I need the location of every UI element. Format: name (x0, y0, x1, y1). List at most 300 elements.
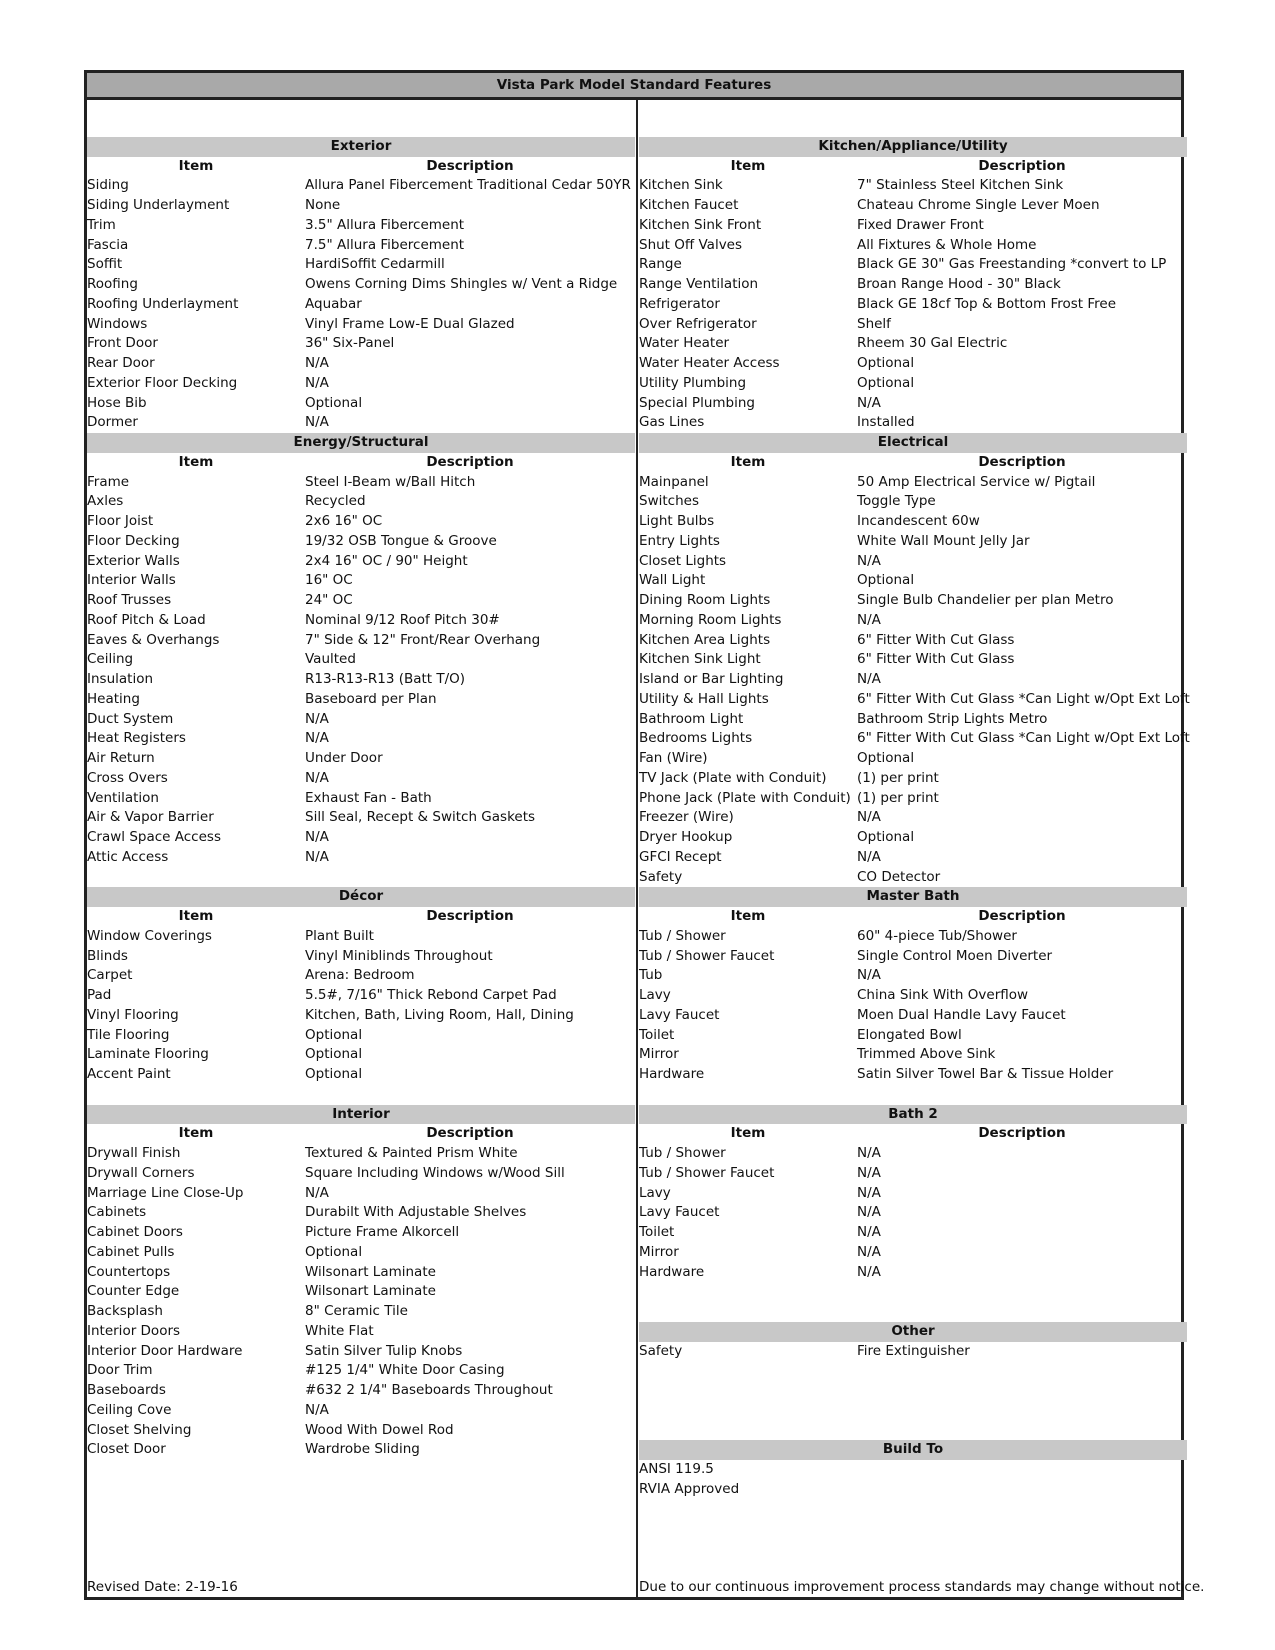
feature-item: Laminate Flooring (87, 1046, 209, 1063)
feature-item: Range (639, 256, 682, 273)
feature-description: N/A (857, 848, 881, 865)
description-column-header: Description (426, 908, 514, 924)
feature-item: Bedrooms Lights (639, 730, 753, 747)
feature-row (639, 374, 1187, 394)
feature-row (639, 670, 1187, 690)
description-column-header: Description (426, 453, 514, 470)
feature-description: Broan Range Hood - 30" Black (857, 276, 1061, 292)
feature-description: #632 2 1/4" Baseboards Throughout (305, 1382, 553, 1398)
feature-description: Black GE 18cf Top & Bottom Frost Free (857, 295, 1117, 312)
feature-description: N/A (305, 1401, 329, 1418)
feature-description: Optional (857, 374, 915, 391)
feature-item: Roofing Underlayment (87, 295, 239, 312)
feature-row (87, 1282, 635, 1302)
feature-description: Elongated Bowl (857, 1026, 962, 1043)
feature-row (639, 255, 1187, 275)
section-d-cor (87, 887, 635, 1085)
feature-item: Ventilation (87, 789, 159, 806)
feature-row (639, 196, 1187, 216)
feature-row (87, 473, 635, 493)
feature-description: N/A (305, 355, 329, 371)
feature-item: Tub (639, 967, 663, 984)
column-headers (639, 453, 1187, 473)
feature-item: Hose Bib (87, 394, 147, 411)
feature-description: N/A (857, 1224, 881, 1240)
feature-row (639, 295, 1187, 315)
feature-description: N/A (305, 769, 329, 786)
feature-item: Morning Room Lights (639, 611, 782, 628)
feature-item: Crawl Space Access (87, 829, 221, 845)
feature-item: Marriage Line Close-Up (87, 1184, 244, 1201)
feature-description: (1) per print (857, 769, 939, 786)
feature-description: 6" Fitter With Cut Glass *Can Light w/Opt Ext Loft (857, 730, 1190, 747)
feature-item: Drywall Corners (87, 1164, 195, 1181)
section-other (639, 1322, 1187, 1362)
feature-item: Roof Trusses (87, 592, 172, 608)
feature-item: Hardware (639, 1263, 705, 1280)
item-column-header: Item (730, 157, 766, 174)
feature-item: Backsplash (87, 1303, 163, 1319)
feature-item: Lavy (639, 987, 671, 1003)
feature-item: Front Door (87, 335, 158, 352)
feature-item: Interior Walls (87, 572, 176, 589)
feature-row (639, 315, 1187, 335)
feature-item: Cabinet Doors (87, 1224, 183, 1240)
feature-row (639, 473, 1187, 493)
feature-row (639, 394, 1187, 414)
feature-description: Arena: Bedroom (305, 967, 415, 984)
feature-item: Toilet (639, 1224, 675, 1240)
feature-row (87, 808, 635, 828)
feature-item: Safety (639, 1342, 683, 1359)
feature-item: Tub / Shower (639, 1145, 726, 1161)
column-headers (87, 453, 635, 473)
feature-item: Toilet (639, 1026, 675, 1043)
feature-row (87, 927, 635, 947)
item-column-header: Item (730, 1125, 766, 1142)
feature-item: Entry Lights (639, 532, 720, 549)
feature-description: Optional (305, 1026, 363, 1043)
feature-row (639, 947, 1187, 967)
feature-description: 2x6 16" OC (305, 513, 383, 529)
feature-item: Utility & Hall Lights (639, 690, 769, 707)
spacer (87, 117, 635, 137)
feature-row (87, 868, 635, 888)
feature-item: Pad (87, 987, 112, 1003)
feature-item: Door Trim (87, 1362, 153, 1379)
feature-row (639, 1026, 1187, 1046)
feature-item: Eaves & Overhangs (87, 631, 220, 648)
feature-row (639, 828, 1187, 848)
feature-item: Utility Plumbing (639, 374, 747, 391)
feature-item: Exterior Walls (87, 552, 180, 569)
feature-item: Axles (87, 493, 124, 510)
feature-description: Single Bulb Chandelier per plan Metro (857, 592, 1114, 608)
feature-row (87, 1203, 635, 1223)
feature-item: Tub / Shower (639, 927, 726, 944)
feature-row (87, 986, 635, 1006)
feature-description: Owens Corning Dims Shingles w/ Vent a Ridge (305, 276, 618, 292)
feature-item: Floor Joist (87, 513, 154, 529)
feature-row (87, 1045, 635, 1065)
feature-description: Incandescent 60w (857, 513, 980, 529)
spacer (639, 1361, 1187, 1381)
feature-item: Wall Light (639, 572, 706, 589)
feature-row (87, 374, 635, 394)
feature-row (639, 1480, 1187, 1500)
feature-item: Kitchen Sink Front (639, 216, 762, 233)
feature-row (87, 176, 635, 196)
feature-item: Blinds (87, 947, 128, 964)
feature-item: Accent Paint (87, 1066, 171, 1082)
feature-item: Dryer Hookup (639, 829, 733, 845)
feature-row (639, 868, 1187, 888)
column-headers (639, 1124, 1187, 1144)
feature-description: Optional (305, 394, 363, 411)
feature-description: N/A (857, 394, 881, 411)
feature-item: TV Jack (Plate with Conduit) (639, 769, 827, 786)
feature-item: Interior Doors (87, 1322, 181, 1339)
feature-item: Closet Shelving (87, 1421, 192, 1438)
feature-row (639, 848, 1187, 868)
feature-description: 3.5" Allura Fibercement (305, 216, 465, 233)
feature-description: 36" Six-Panel (305, 335, 395, 352)
revised-date: Revised Date: 2-19-16 (87, 1579, 238, 1595)
feature-item: Cross Overs (87, 769, 168, 786)
feature-row (87, 1302, 635, 1322)
feature-item: Bathroom Light (639, 710, 744, 727)
feature-row (639, 216, 1187, 236)
feature-item: Tile Flooring (87, 1026, 170, 1043)
feature-description: Moen Dual Handle Lavy Faucet (857, 1006, 1066, 1023)
feature-description: 24" OC (305, 592, 353, 608)
feature-description: Recycled (305, 493, 366, 510)
feature-item: Fan (Wire) (639, 750, 708, 766)
feature-item: Mainpanel (639, 473, 709, 490)
section-interior (87, 1105, 635, 1461)
column-headers (87, 1124, 635, 1144)
feature-description: 7" Stainless Steel Kitchen Sink (857, 177, 1064, 194)
section-header: Bath 2 (639, 1105, 1187, 1125)
description-column-header: Description (426, 157, 514, 174)
feature-item: GFCI Recept (639, 848, 722, 865)
feature-description: Optional (857, 750, 915, 766)
feature-item: Hardware (639, 1066, 705, 1082)
feature-item: Roofing (87, 276, 138, 292)
feature-row (639, 1263, 1187, 1283)
feature-row (87, 729, 635, 749)
column-divider (636, 97, 638, 1597)
feature-description: Satin Silver Towel Bar & Tissue Holder (857, 1066, 1114, 1082)
feature-description: 16" OC (305, 572, 353, 589)
feature-item: Ceiling (87, 651, 134, 668)
feature-description: 6" Fitter With Cut Glass (857, 651, 1015, 668)
feature-row (87, 1223, 635, 1243)
feature-description: Black GE 30" Gas Freestanding *convert to LP (857, 256, 1167, 273)
feature-row (639, 631, 1187, 651)
feature-item: Kitchen Sink (639, 177, 723, 194)
feature-description: Wilsonart Laminate (305, 1283, 436, 1300)
feature-description: Aquabar (305, 295, 362, 312)
feature-row (639, 1006, 1187, 1026)
feature-row (87, 571, 635, 591)
feature-row (87, 670, 635, 690)
right-column (639, 117, 1190, 1500)
spacer (639, 1302, 1187, 1322)
feature-row (87, 966, 635, 986)
feature-row (639, 334, 1187, 354)
feature-description: Under Door (305, 750, 383, 766)
feature-description: HardiSoffit Cedarmill (305, 256, 445, 273)
feature-item: Windows (87, 315, 148, 332)
feature-row (87, 611, 635, 631)
spacer (639, 1282, 1187, 1302)
feature-row (87, 1401, 635, 1421)
feature-item: Kitchen Faucet (639, 197, 739, 213)
feature-item: Air Return (87, 750, 155, 766)
feature-row (87, 512, 635, 532)
feature-description: Fire Extinguisher (857, 1342, 970, 1359)
feature-description: 50 Amp Electrical Service w/ Pigtail (857, 473, 1096, 490)
feature-item: Heat Registers (87, 730, 186, 747)
feature-description: 6" Fitter With Cut Glass (857, 631, 1015, 648)
feature-row (87, 710, 635, 730)
column-headers (87, 907, 635, 927)
feature-description: Baseboard per Plan (305, 690, 437, 707)
feature-row (87, 394, 635, 414)
feature-row (639, 749, 1187, 769)
section-master-bath (639, 887, 1187, 1085)
feature-description: Nominal 9/12 Roof Pitch 30# (305, 611, 500, 628)
feature-description: N/A (857, 1145, 881, 1161)
feature-row (87, 1263, 635, 1283)
feature-item: Shut Off Valves (639, 236, 743, 253)
feature-description: Vinyl Frame Low-E Dual Glazed (305, 315, 515, 332)
feature-description: Fixed Drawer Front (857, 216, 984, 233)
feature-row (87, 1006, 635, 1026)
feature-row (639, 552, 1187, 572)
feature-row (87, 1065, 635, 1085)
feature-row (639, 650, 1187, 670)
feature-item: Special Plumbing (639, 394, 755, 411)
feature-item: Soffit (87, 256, 123, 273)
feature-description: CO Detector (857, 868, 941, 885)
feature-description: #125 1/4" White Door Casing (305, 1362, 505, 1379)
feature-row (87, 947, 635, 967)
item-column-header: Item (178, 453, 214, 470)
feature-description: 8" Ceramic Tile (305, 1303, 408, 1319)
feature-description: Shelf (857, 315, 891, 332)
feature-item: Water Heater (639, 335, 730, 352)
feature-description: N/A (305, 374, 329, 391)
disclaimer-note: Due to our continuous improvement process standards may change without notice. (639, 1579, 1205, 1595)
feature-row (639, 1223, 1187, 1243)
feature-row (87, 1026, 635, 1046)
feature-item: Lavy (639, 1184, 671, 1201)
feature-row (639, 1065, 1187, 1085)
features-sheet (84, 70, 1205, 1600)
feature-item: Floor Decking (87, 532, 180, 549)
feature-item: Lavy Faucet (639, 1204, 720, 1221)
feature-row (87, 848, 635, 868)
feature-item: Water Heater Access (639, 355, 780, 371)
feature-row (87, 275, 635, 295)
feature-row (87, 216, 635, 236)
feature-description: Single Control Moen Diverter (857, 947, 1053, 964)
feature-row (639, 789, 1187, 809)
section-energy-structural (87, 433, 635, 887)
section-header: Other (639, 1322, 1187, 1342)
feature-item: Range Ventilation (639, 276, 759, 292)
feature-row (639, 927, 1187, 947)
feature-description: Square Including Windows w/Wood Sill (305, 1164, 565, 1181)
feature-item: Baseboards (87, 1382, 166, 1398)
feature-row (639, 1184, 1187, 1204)
feature-description: White Wall Mount Jelly Jar (857, 532, 1030, 549)
feature-description: R13-R13-R13 (Batt T/O) (305, 671, 466, 687)
feature-description: N/A (857, 1263, 881, 1280)
feature-row (87, 789, 635, 809)
feature-row (87, 749, 635, 769)
feature-description: Rheem 30 Gal Electric (857, 335, 1008, 352)
feature-description: N/A (857, 1243, 881, 1260)
feature-row (639, 1203, 1187, 1223)
feature-row (87, 315, 635, 335)
feature-description: Allura Panel Fibercement Traditional Cedar 50YR (305, 177, 631, 194)
section-electrical (639, 433, 1190, 887)
feature-row (87, 1381, 635, 1401)
feature-item: Mirror (639, 1046, 679, 1063)
description-column-header: Description (978, 1125, 1066, 1142)
item-column-header: Item (730, 908, 766, 924)
feature-description: China Sink With Overflow (857, 987, 1029, 1003)
feature-row (87, 1184, 635, 1204)
feature-description: Vinyl Miniblinds Throughout (305, 947, 493, 964)
feature-description: Installed (857, 414, 915, 431)
feature-row (87, 650, 635, 670)
item-column-header: Item (730, 453, 766, 470)
description-column-header: Description (426, 1125, 514, 1142)
spacer (639, 1421, 1187, 1441)
column-headers (639, 157, 1187, 177)
feature-item: Attic Access (87, 848, 169, 865)
feature-item: Countertops (87, 1263, 171, 1280)
description-column-header: Description (978, 453, 1066, 470)
feature-item: Trim (87, 216, 116, 233)
feature-item: RVIA Approved (639, 1480, 740, 1497)
feature-item: Duct System (87, 710, 174, 727)
feature-row (87, 828, 635, 848)
feature-item: Safety (639, 868, 683, 885)
feature-row (639, 1144, 1187, 1164)
section-header: Kitchen/Appliance/Utility (639, 137, 1187, 157)
feature-item: Window Coverings (87, 927, 212, 944)
feature-row (87, 1322, 635, 1342)
feature-row (87, 196, 635, 216)
feature-item: Light Bulbs (639, 513, 715, 529)
feature-item: Switches (639, 493, 699, 510)
feature-item: Vinyl Flooring (87, 1006, 179, 1023)
column-headers (87, 157, 635, 177)
feature-description: N/A (857, 552, 881, 569)
feature-description: Durabilt With Adjustable Shelves (305, 1204, 527, 1221)
feature-item: Mirror (639, 1243, 679, 1260)
feature-item: Closet Lights (639, 552, 727, 569)
feature-item: Dining Room Lights (639, 592, 771, 608)
feature-description: N/A (305, 414, 329, 431)
feature-item: Siding (87, 177, 129, 194)
feature-item: Carpet (87, 967, 133, 984)
item-column-header: Item (178, 157, 214, 174)
feature-description: 5.5#, 7/16" Thick Rebond Carpet Pad (305, 987, 557, 1003)
feature-description: Picture Frame Alkorcell (305, 1224, 460, 1240)
feature-item: Fascia (87, 236, 129, 253)
feature-item: Tub / Shower Faucet (639, 947, 775, 964)
section-header: Exterior (87, 137, 635, 157)
section-header: Build To (639, 1440, 1187, 1460)
feature-row (87, 413, 635, 433)
feature-row (639, 492, 1187, 512)
feature-row (87, 354, 635, 374)
feature-item: Interior Door Hardware (87, 1342, 243, 1359)
feature-row (87, 255, 635, 275)
feature-description: Optional (857, 355, 915, 371)
feature-row (87, 492, 635, 512)
feature-row (639, 690, 1190, 710)
feature-description: Chateau Chrome Single Lever Moen (857, 197, 1100, 213)
feature-item: Rear Door (87, 355, 155, 371)
feature-item: Over Refrigerator (639, 315, 757, 332)
feature-row (87, 769, 635, 789)
item-column-header: Item (178, 1125, 214, 1142)
feature-row (87, 1440, 635, 1460)
document-title: Vista Park Model Standard Features (87, 73, 1181, 100)
feature-row (87, 690, 635, 710)
feature-item: Cabinets (87, 1204, 147, 1221)
feature-item: Refrigerator (639, 295, 720, 312)
feature-row (87, 295, 635, 315)
feature-description: N/A (305, 730, 329, 747)
feature-item: Counter Edge (87, 1283, 180, 1300)
feature-row (639, 986, 1187, 1006)
feature-description: N/A (857, 671, 881, 687)
feature-row (87, 1144, 635, 1164)
feature-row (87, 1361, 635, 1381)
item-column-header: Item (178, 908, 214, 924)
feature-description: N/A (305, 1184, 329, 1201)
feature-row (87, 591, 635, 611)
feature-description: N/A (305, 710, 329, 727)
feature-row (639, 1460, 1187, 1480)
left-column (87, 117, 635, 1460)
spacer (639, 1381, 1187, 1401)
feature-description: Steel I-Beam w/Ball Hitch (305, 473, 476, 490)
feature-description: Textured & Painted Prism White (305, 1145, 518, 1161)
feature-row (639, 769, 1187, 789)
feature-item: Siding Underlayment (87, 197, 230, 213)
feature-row (87, 1342, 635, 1362)
feature-row (639, 710, 1187, 730)
feature-item: Kitchen Area Lights (639, 631, 771, 648)
section-header: Energy/Structural (87, 433, 635, 453)
section-header: Interior (87, 1105, 635, 1125)
feature-description: 7.5" Allura Fibercement (305, 236, 465, 253)
feature-description: 60" 4-piece Tub/Shower (857, 927, 1017, 944)
feature-item: Phone Jack (Plate with Conduit) (639, 789, 851, 806)
section-header: Electrical (639, 433, 1187, 453)
feature-item: Ceiling Cove (87, 1401, 172, 1418)
feature-row (639, 275, 1187, 295)
